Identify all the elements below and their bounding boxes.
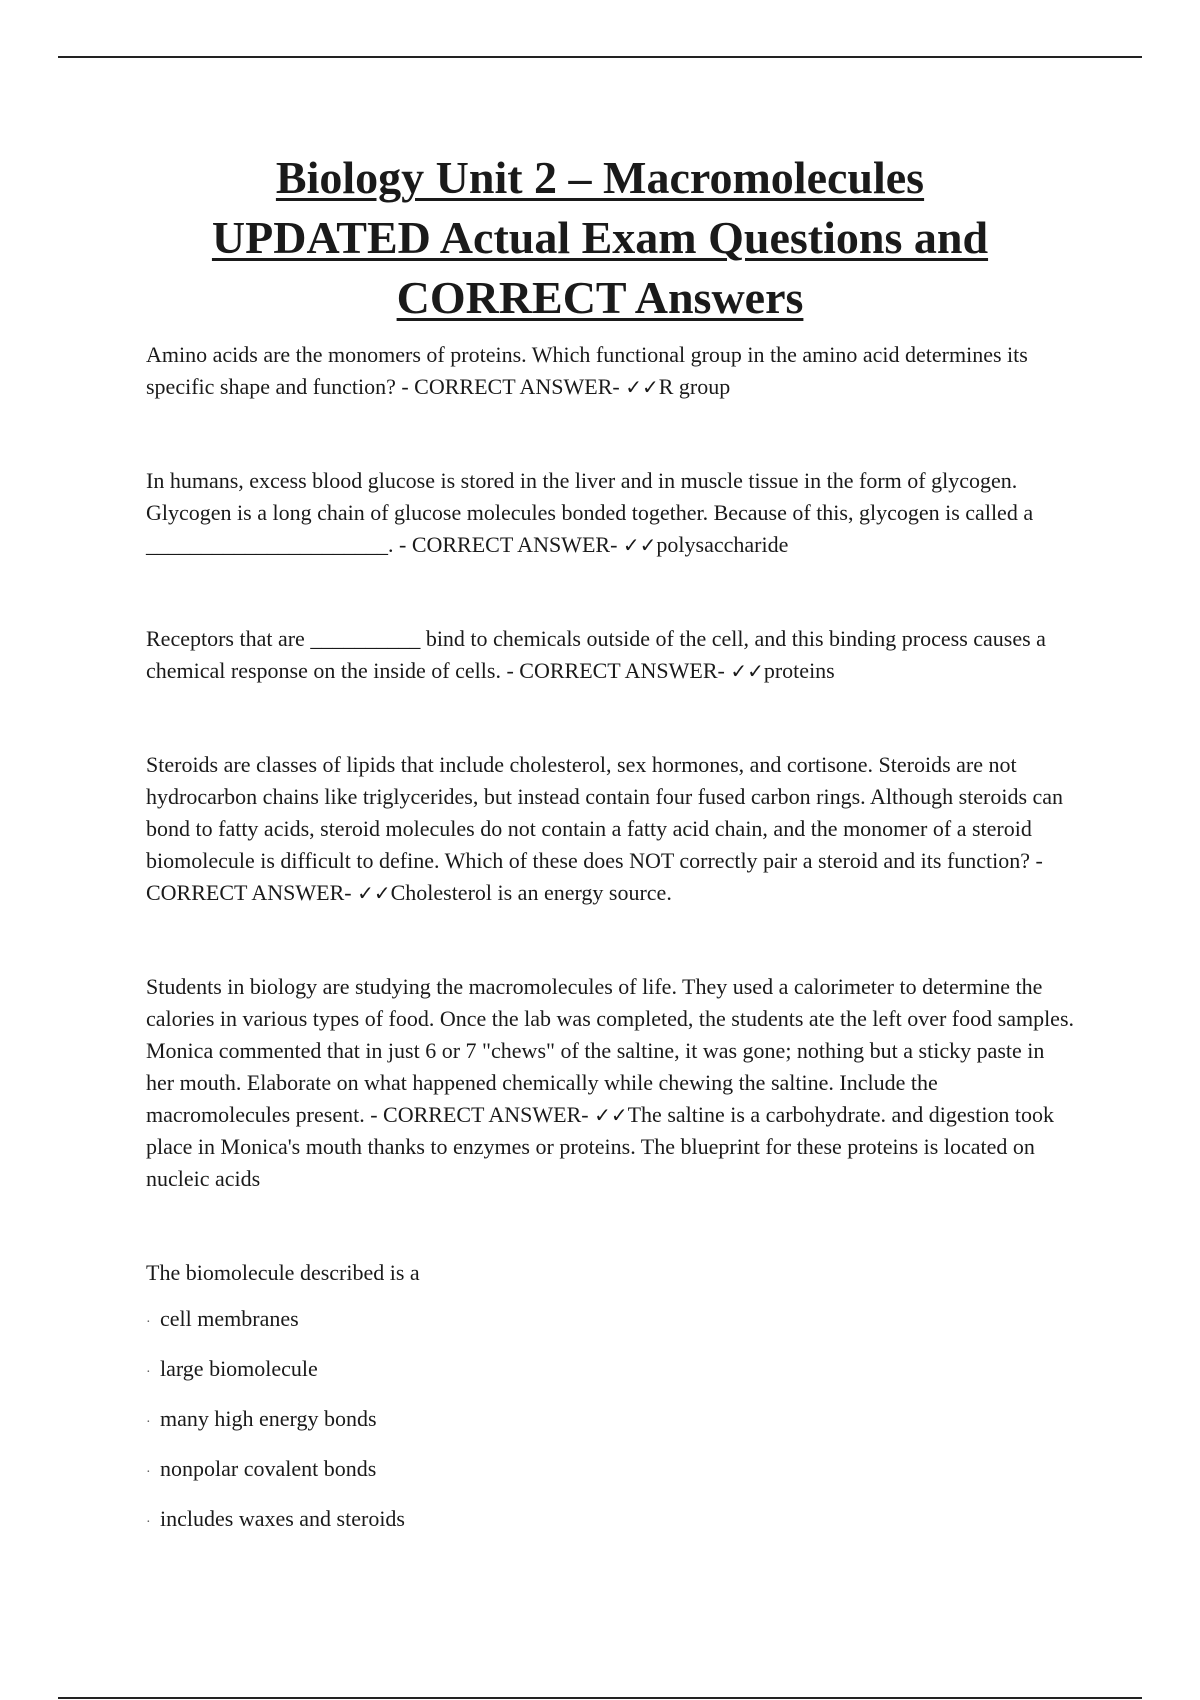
double-check-icon: ✓✓ [357,881,391,905]
list-item [146,1303,1076,1339]
question-text: In humans, excess blood glucose is stored in the liver and in muscle tissue in the form of glycogen. Glycogen is a long chain of glucose molecules bonded together. Because of this, glycogen is called a ______________________. [146,468,1034,557]
top-divider [58,56,1142,58]
double-check-icon: ✓✓ [622,533,657,557]
answer-text: R group [658,374,731,399]
list-item [146,1353,1076,1389]
list-item [146,1453,1076,1489]
biomolecule-properties-list [146,1303,1076,1539]
list-item-text: cell membranes [160,1306,299,1331]
question-text: Students in biology are studying the macromolecules of life. They used a calorimeter to determine the calories in various types of food. Once the lab was completed, the students ate the left over food samples. Monica commented that in just 6 or 7 "chews" of the saltine, it was gone; nothing but a sticky paste in her mouth. Elaborate on what happened chemically while chewing the saltine. Include the macromolecules present. [146,974,1075,1127]
list-item-text: large biomolecule [160,1356,318,1381]
list-item [146,1403,1076,1439]
double-check-icon: ✓✓ [594,1103,628,1127]
answer-text: proteins [763,658,835,683]
document-body [146,339,1076,1553]
answer-label: - CORRECT ANSWER- [146,848,1043,905]
list-item-text: nonpolar covalent bonds [160,1456,377,1481]
question-text: Amino acids are the monomers of proteins. Which functional group in the amino acid determines its specific shape and function? [146,342,1028,399]
answer-text: Cholesterol is an energy source. [390,880,672,905]
qa-item-2 [146,465,1076,561]
answer-text: The saltine is a carbohydrate. and digestion took place in Monica's mouth thanks to enzymes or proteins. The blueprint for these proteins is located on nucleic acids [146,1102,1055,1191]
answer-label: - CORRECT ANSWER- [401,374,620,399]
bullet-icon: · [146,1515,151,1530]
title-line-2: UPDATED Actual Exam Questions and [211,212,989,263]
question-text: Receptors that are __________ bind to chemicals outside of the cell, and this binding process causes a chemical response on the inside of cells. [146,626,1046,683]
question-text: Steroids are classes of lipids that include cholesterol, sex hormones, and cortisone. Steroids are not hydrocarbon chains like triglycerides, but instead contain four fused carbon rings. Although steroids can bond to fatty acids, steroid molecules do not contain a fatty acid chain, and the monomer of a steroid biomolecule is difficult to define. Which of these does NOT correctly pair a steroid and its function? [146,752,1064,873]
answer-label: - CORRECT ANSWER- [370,1102,589,1127]
title-line-3: CORRECT Answers [396,272,804,323]
bullet-icon: · [146,1315,151,1330]
page-title [100,148,1100,328]
bullet-icon: · [146,1365,151,1380]
qa-item-1 [146,339,1076,403]
title-line-1: Biology Unit 2 – Macromolecules [275,152,925,203]
list-item [146,1503,1076,1539]
bottom-divider [58,1697,1142,1699]
list-item-text: many high energy bonds [160,1406,377,1431]
qa-item-5 [146,971,1076,1195]
double-check-icon: ✓✓ [730,659,764,683]
bullet-icon: · [146,1415,151,1430]
qa-item-4 [146,749,1076,909]
answer-label: - CORRECT ANSWER- [399,532,618,557]
answer-text: polysaccharide [656,532,789,557]
answer-label: - CORRECT ANSWER- [506,658,725,683]
list-item-text: includes waxes and steroids [160,1506,405,1531]
qa-item-3 [146,623,1076,687]
double-check-icon: ✓✓ [625,375,659,399]
biomolecule-intro: The biomolecule described is a [146,1260,420,1285]
bullet-icon: · [146,1465,151,1480]
